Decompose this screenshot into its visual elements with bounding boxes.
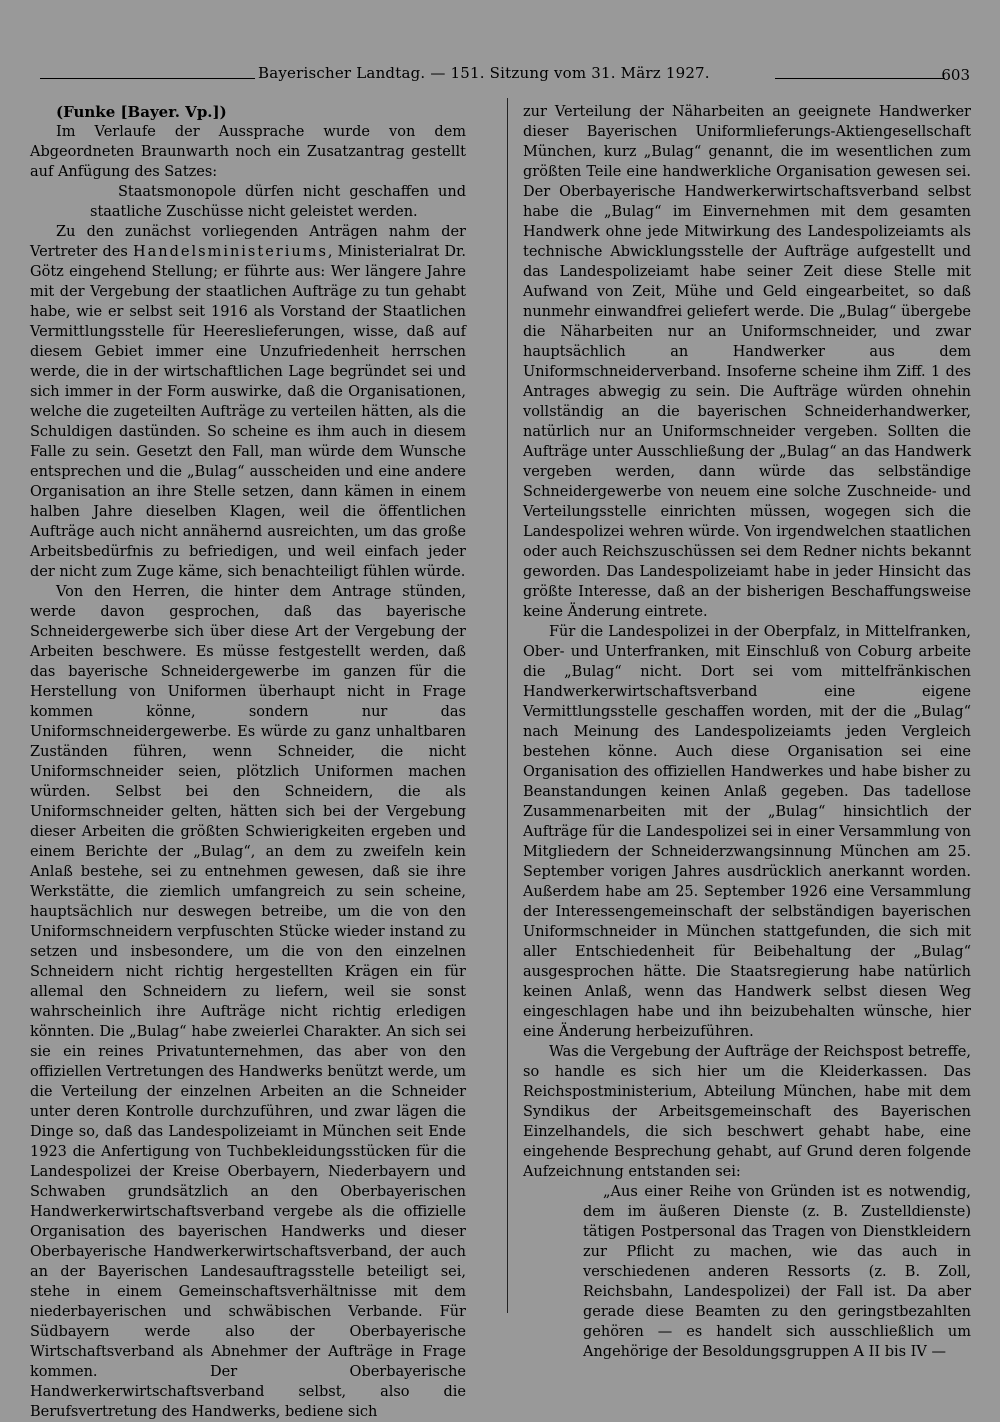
paragraph: Im Verlaufe der Aussprache wurde von dem Abgeordneten Braunwarth noch ein Zusatzantrag gestellt auf Anfügung des Satzes:: [30, 124, 466, 180]
paragraph-text: Zu den zunächst vorliegenden Anträgen nahm der Vertreter des: [30, 224, 466, 260]
speaker-label: (Funke [Bayer. Vp.]): [56, 103, 227, 121]
header-rule-left: [40, 78, 255, 79]
paragraph-text: , Ministerialrat Dr. Götz eingehend Stellung; er führte aus: Wer längere Jahre mit der Vergebung der staatlichen Aufträge zu tun gehabt habe, wie er selbst seit 1916 als Vorstand der Staatlichen Vermittlungsstelle für Heereslieferungen, wisse, daß auf diesem Gebiet immer eine Unzufriedenheit herrschen werde, die in der wirtschaftlichen Lage begründet sei und sich immer in der Form auswirke, daß die Organisationen, welche die zugeteilten Aufträge zu verteilen hätten, als die Schuldigen dastünden. So scheine es ihm auch in diesem Falle zu sein. Gesetzt den Fall, man würde dem Wunsche entsprechen und die „Bulag“ ausscheiden und eine andere Organisation an ihre Stelle setzen, dann kämen in einem halben Jahre dieselben Klagen, weil die öffentlichen Aufträge auch nicht annähernd ausreichten, um das große Arbeitsbedürfnis zu befriedigen, und weil einfach jeder der nicht zum Zuge käme, sich benachteiligt fühlen würde.: [30, 244, 466, 580]
paragraph: Was die Vergebung der Aufträge der Reichspost betreffe, so handle es sich hier um die Kleiderkassen. Das Reichspostministerium, Abteilung München, habe mit dem Syndikus der Arbeitsgemeinschaft des Bayerischen Einzelhandels, die sich beschwert gehabt habe, eine eingehende Besprechung gehabt, auf Grund deren folgende Aufzeichnung entstanden sei:: [523, 1044, 971, 1180]
ministry-name: Handelsministeriums: [133, 244, 328, 260]
paragraph: Für die Landespolizei in der Oberpfalz, in Mittelfranken, Ober- und Unterfranken, mit Einschluß von Coburg arbeite die „Bulag“ nicht. Dort sei vom mittelfränkischen Handwerkerwirtschaftsverband eine eigene Vermittlungsstelle geschaffen worden, mit der die „Bulag“ nach Meinung des Landespolizeiamts jeden Vergleich bestehen könne. Auch diese Organisation sei eine Organisation des offiziellen Handwerkes und habe bisher zu Beanstandungen keinen Anlaß gegeben. Das tadellose Zusammenarbeiten mit der „Bulag“ hinsichtlich der Aufträge für die Landespolizei sei in einer Versammlung von Mitgliedern der Schneiderzwangsinnung München am 25. September vorigen Jahres ausdrücklich anerkannt worden. Außerdem habe am 25. September 1926 eine Versammlung der Interessengemeinschaft der selbständigen bayerischen Uniformschneider in München stattgefunden, die sich mit aller Entschiedenheit für Beibehaltung der „Bulag“ ausgesprochen hätte. Die Staatsregierung habe natürlich keinen Anlaß, wenn das Handwerk selbst diesen Weg eingeschlagen habe und ihn beizubehalten wünsche, hier eine Änderung herbeizuführen.: [523, 624, 971, 1040]
running-head: Bayerischer Landtag. — 151. Sitzung vom 31. März 1927.: [258, 64, 710, 82]
right-column: [523, 102, 971, 1362]
paragraph: [30, 222, 466, 582]
page-header: [30, 60, 970, 94]
left-column: [30, 102, 466, 1422]
paragraph: Von den Herren, die hinter dem Antrage stünden, werde davon gesprochen, daß das bayerische Schneidergewerbe sich über diese Art der Vergebung der Arbeiten beschwere. Es müsse festgestellt werden, daß das bayerische Schneidergewerbe im ganzen für die Herstellung von Uniformen überhaupt nicht in Frage kommen könne, sondern nur das Uniformschneidergewerbe. Es würde zu ganz unhaltbaren Zuständen führen, wenn Schneider, die nicht Uniformschneider seien, plötzlich Uniformen machen würden. Selbst bei den Schneidern, die als Uniformschneider gelten, hätten sich bei der Vergebung dieser Arbeiten die größten Schwierigkeiten ergeben und einem Berichte der „Bulag“, an dem zu zweifeln kein Anlaß bestehe, sei zu entnehmen gewesen, daß sie ihre Werkstätte, die ziemlich umfangreich zu sein scheine, hauptsächlich nur deswegen betreibe, um die von den Uniformschneidern verpfuschten Stücke wieder instand zu setzen und insbesondere, um die von den einzelnen Schneidern nicht richtig hergestellten Krägen ein für allemal den Schneidern zu liefern, weil sie sonst wahrscheinlich ihre Aufträge nicht richtig erledigen könnten. Die „Bulag“ habe zweierlei Charakter. An sich sei sie ein reines Privatunternehmen, das aber von den offiziellen Vertretungen des Handwerks benützt werde, um die Verteilung der einzelnen Arbeiten an die Schneider unter deren Kontrolle durchzuführen, und zwar lägen die Dinge so, daß das Landespolizeiamt in München seit Ende 1923 die Anfertigung von Tuchbekleidungsstücken für die Landespolizei der Kreise Oberbayern, Niederbayern und Schwaben grundsätzlich an den Oberbayerischen Handwerkerwirtschaftsverband vergebe als die offizielle Organisation des bayerischen Handwerks und dieser Oberbayerische Handwerkerwirtschaftsverband, der auch an der Bayerischen Landesauftragsstelle beteiligt sei, stehe in einem Gemeinschaftsverhältnisse mit dem niederbayerischen und schwäbischen Verbande. Für Südbayern werde also der Oberbayerische Wirtschaftsverband als Abnehmer der Aufträge in Frage kommen. Der Oberbayerische Handwerkerwirtschaftsverband selbst, also die Berufsvertretung des Handwerks, bediene sich: [30, 584, 466, 1420]
header-rule-right: [775, 78, 945, 79]
page-number: 603: [941, 66, 970, 84]
paragraph: zur Verteilung der Näharbeiten an geeignete Handwerker dieser Bayerischen Uniformlieferungs-Aktiengesellschaft München, kurz „Bulag“ genannt, die im wesentlichen zum größten Teile eine handwerkliche Organisation gewesen sei. Der Oberbayerische Handwerkerwirtschaftsverband selbst habe die „Bulag“ im Einvernehmen mit dem gesamten Handwerk ohne jede Mitwirkung des Landespolizeiamts als technische Abwicklungsstelle der Aufträge aufgestellt und das Landespolizeiamt habe seiner Zeit diese Stelle mit Aufwand von Zeit, Mühe und Geld eingearbeitet, so daß nunmehr einwandfrei geliefert werde. Die „Bulag“ übergebe die Näharbeiten nur an Uniformschneider, und zwar hauptsächlich an Handwerker aus dem Uniformschneiderverband. Insoferne scheine ihm Ziff. 1 des Antrages abwegig zu sein. Die Aufträge würden ohnehin vollständig an die bayerischen Schneiderhandwerker, natürlich nur an Uniformschneider vergeben. Sollten die Aufträge unter Ausschließung der „Bulag“ an das Handwerk vergeben werden, dann würde das selbständige Schneidergewerbe von neuem eine solche Zuschneide- und Verteilungsstelle einrichten müssen, wogegen sich die Landespolizei wehren würde. Von irgendwelchen staatlichen oder auch Reichszuschüssen sei dem Redner nichts bekannt geworden. Das Landespolizeiamt habe in jeder Hinsicht das größte Interesse, daß an der bisherigen Beschaffungsweise keine Änderung eintrete.: [523, 104, 971, 620]
column-divider: [507, 98, 508, 1313]
quote-block: [523, 1182, 971, 1362]
motion-text: Staatsmonopole dürfen nicht geschaffen und staatliche Zuschüsse nicht geleistet werden.: [90, 184, 466, 220]
quote-text: „Aus einer Reihe von Gründen ist es notwendig, dem im äußeren Dienste (z. B. Zustelldienste) tätigen Postpersonal das Tragen von Dienstkleidern zur Pflicht zu machen, wie das auch in verschiedenen anderen Ressorts (z. B. Zoll, Reichsbahn, Landespolizei) der Fall ist. Da aber gerade diese Beamten zu den geringstbezahlten gehören — es handelt sich ausschließlich um Angehörige der Besoldungsgruppen A II bis IV —: [583, 1184, 971, 1360]
